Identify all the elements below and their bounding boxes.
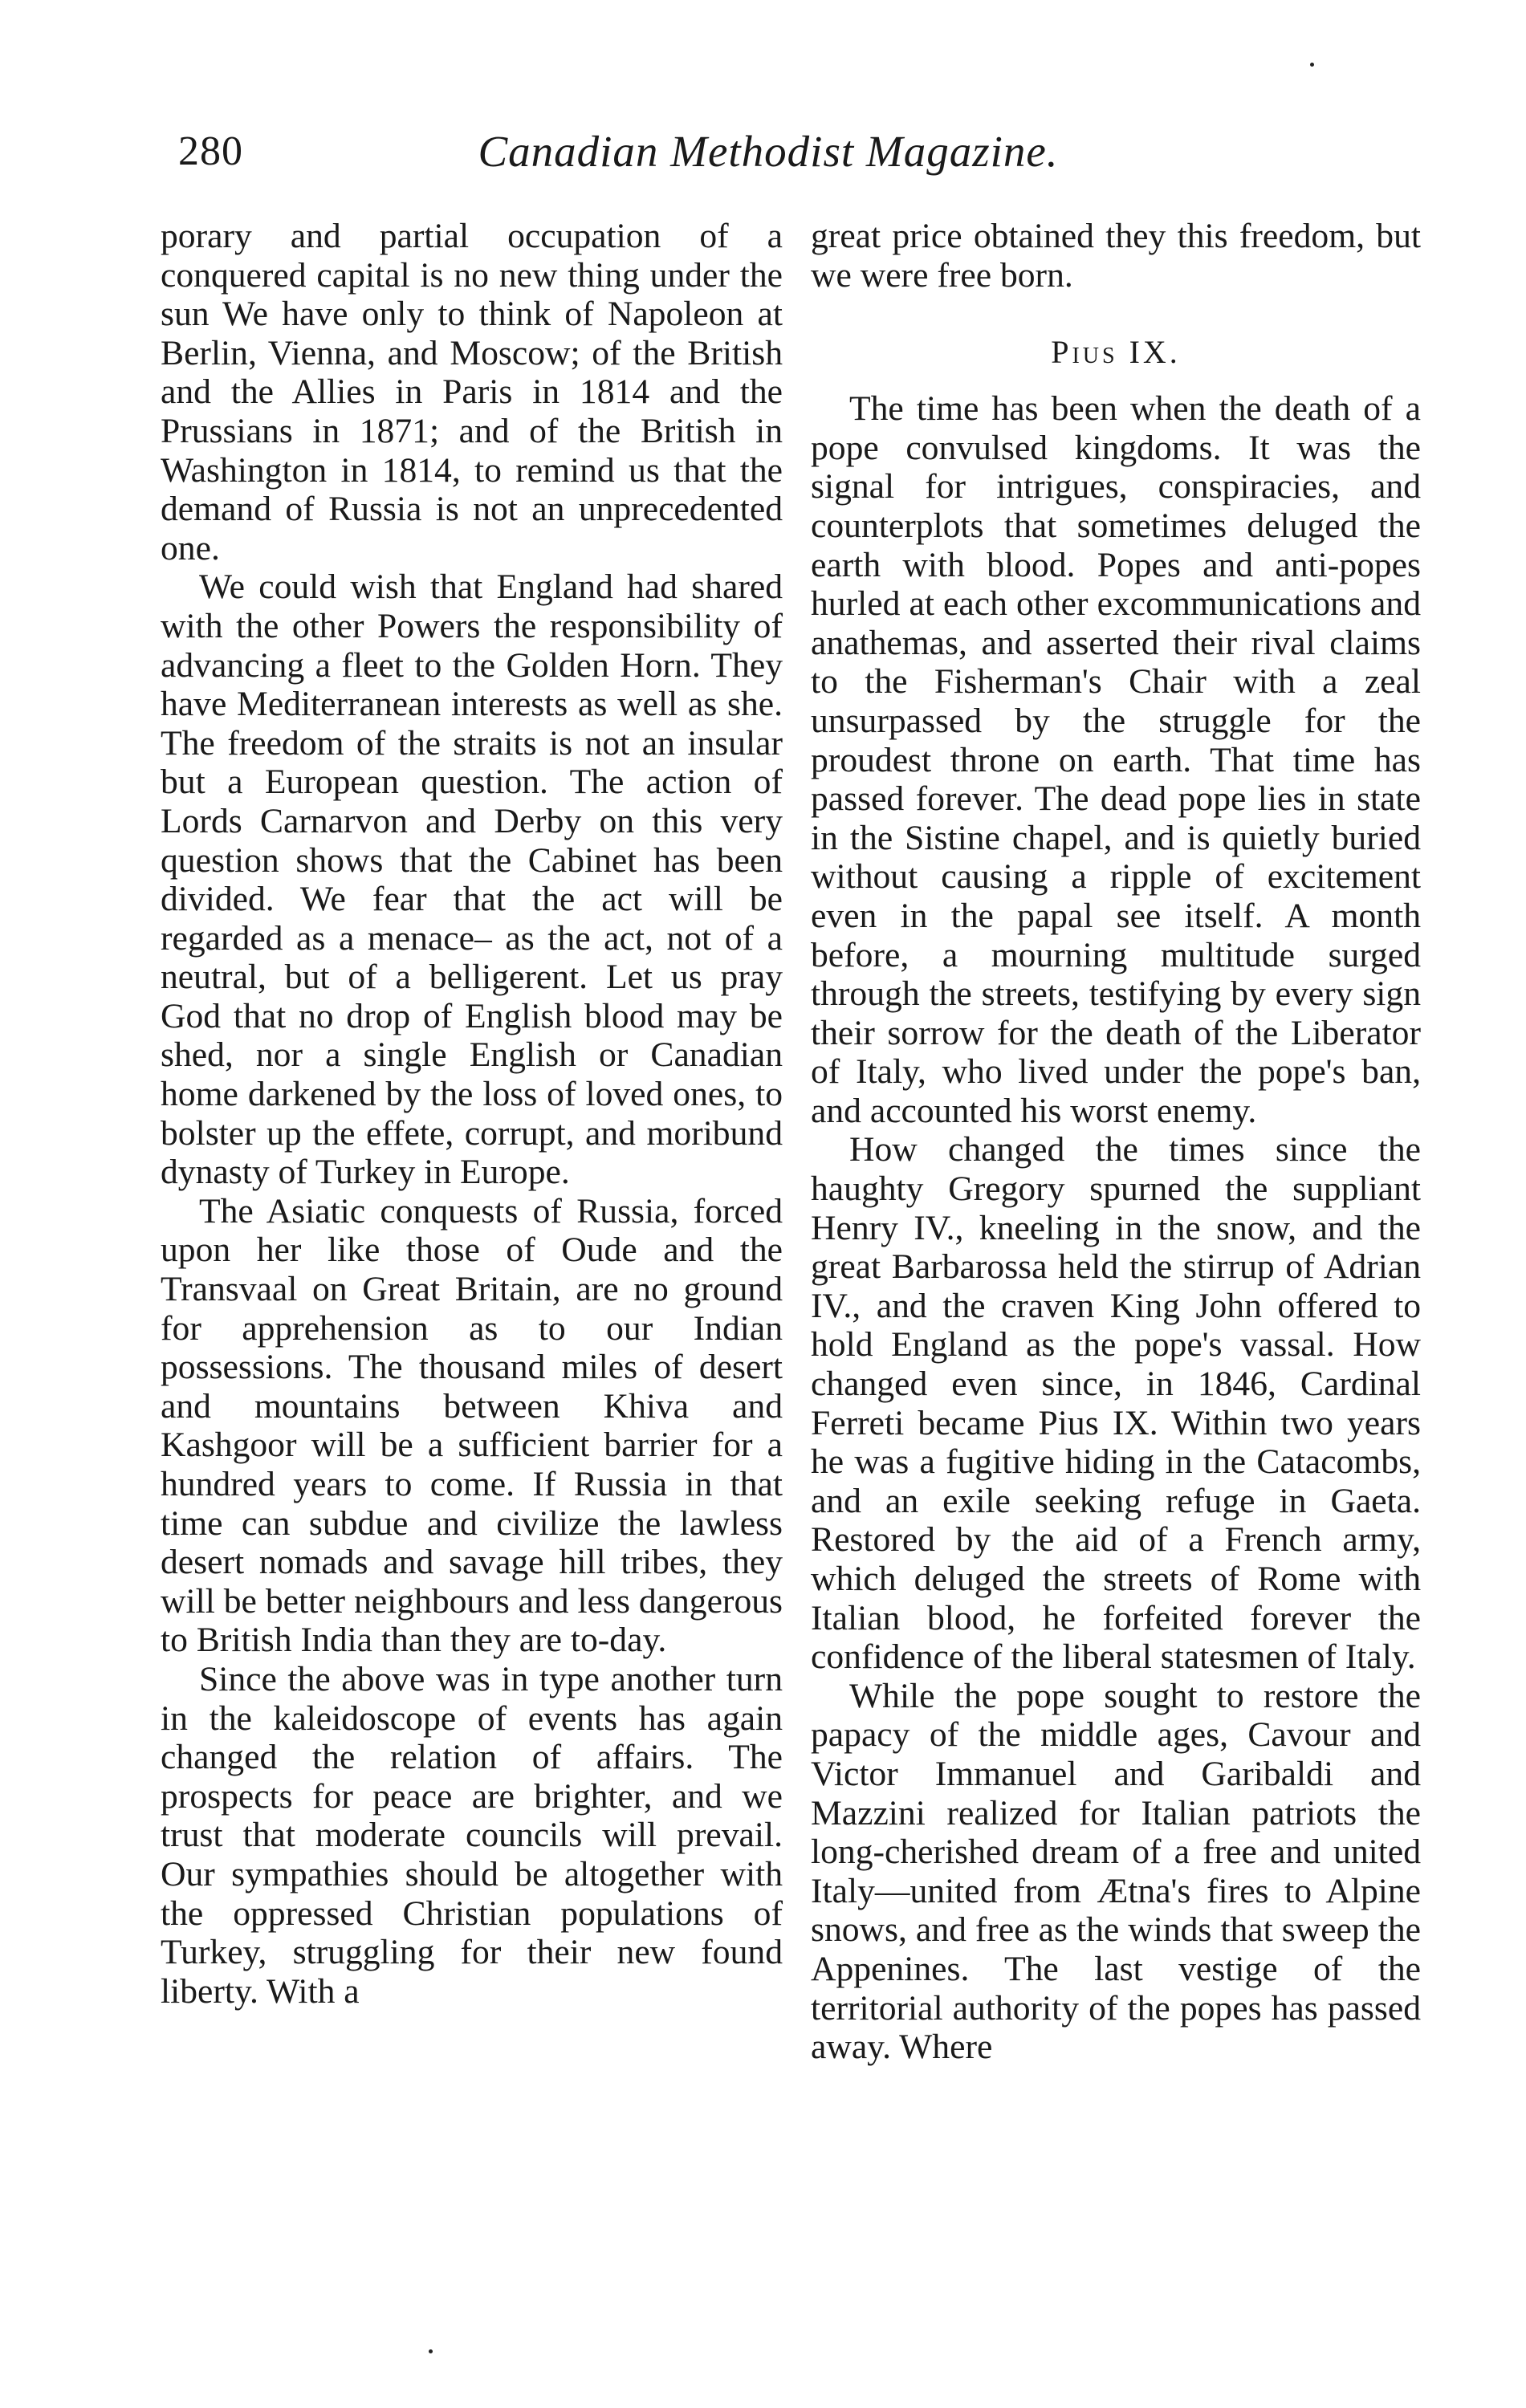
paragraph: How changed the times since the haughty Gregory spurned the suppliant Henry IV., kneeling in the snow, and the great Barbarossa held the stirrup of Adrian IV., and the craven King John offered to hold England as the pope's vassal. How changed even since, in 1846, Cardinal Ferreti became Pius IX. Within two years he was a fugitive hiding in the Catacombs, and an exile seeking refuge in Gaeta. Restored by the aid of a French army, which deluged the streets of Rome with Italian blood, he forfeited forever the confidence of the liberal statesmen of Italy. bbox=[811, 1130, 1421, 1677]
paragraph: great price obtained they this freedom, but we were free born. bbox=[811, 217, 1421, 295]
left-column bbox=[161, 217, 783, 2011]
print-speck-bottom bbox=[429, 2349, 433, 2353]
page-header bbox=[178, 124, 1214, 180]
running-title: Canadian Methodist Magazine. bbox=[478, 127, 1059, 176]
page-number: 280 bbox=[178, 128, 243, 174]
paragraph: We could wish that England had shared with the other Powers the responsibility of advancing a fleet to the Golden Horn. They have Mediterranean interests as well as she. The freedom of the straits is not an insular but a European question. The action of Lords Carnarvon and Derby on this very question shows that the Cabinet has been divided. We fear that the act will be regarded as a menace– as the act, not of a neutral, but of a belligerent. Let us pray God that no drop of English blood may be shed, nor a single English or Canadian home darkened by the loss of loved ones, to bolster up the effete, corrupt, and moribund dynasty of Turkey in Europe. bbox=[161, 567, 783, 1192]
right-column bbox=[811, 217, 1421, 2067]
section-heading: Pius IX. bbox=[1051, 334, 1181, 371]
paragraph: porary and partial occupation of a conquered capital is no new thing under the sun We have only to think of Napoleon at Berlin, Vienna, and Moscow; of the British and the Allies in Paris in 1814 and the Prussians in 1871; and of the British in Washington in 1814, to remind us that the demand of Russia is not an unprecedented one. bbox=[161, 217, 783, 567]
paragraph: The Asiatic conquests of Russia, forced upon her like those of Oude and the Transvaal on Great Britain, are no ground for apprehension as to our Indian possessions. The thousand miles of desert and mountains between Khiva and Kashgoor will be a sufficient barrier for a hundred years to come. If Russia in that time can subdue and civilize the lawless desert nomads and savage hill tribes, they will be better neighbours and less dangerous to British India than they are to-day. bbox=[161, 1191, 783, 1660]
paragraph: Since the above was in type another turn in the kaleidoscope of events has again changed the relation of affairs. The prospects for peace are brighter, and we trust that moderate councils will prevail. Our sympathies should be altogether with the oppressed Christian populations of Turkey, struggling for their new found liberty. With a bbox=[161, 1659, 783, 2011]
print-speck-top bbox=[1310, 63, 1314, 67]
paragraph: The time has been when the death of a pope convulsed kingdoms. It was the signal for intrigues, conspiracies, and counterplots that sometimes deluged the earth with blood. Popes and anti-popes hurled at each other excommunications and anathemas, and asserted their rival claims to the Fisherman's Chair with a zeal unsurpassed by the struggle for the proudest throne on earth. That time has passed forever. The dead pope lies in state in the Sistine chapel, and is quietly buried without causing a ripple of excitement even in the papal see itself. A month before, a mourning multitude surged through the streets, testifying by every sign their sorrow for the death of the Liberator of Italy, who lived under the pope's ban, and accounted his worst enemy. bbox=[811, 389, 1421, 1130]
paragraph: While the pope sought to restore the papacy of the middle ages, Cavour and Victor Immanuel and Garibaldi and Mazzini realized for Italian patriots the long-cherished dream of a free and united Italy—united from Ætna's fires to Alpine snows, and free as the winds that sweep the Appenines. The last vestige of the territorial authority of the popes has passed away. Where bbox=[811, 1676, 1421, 2067]
